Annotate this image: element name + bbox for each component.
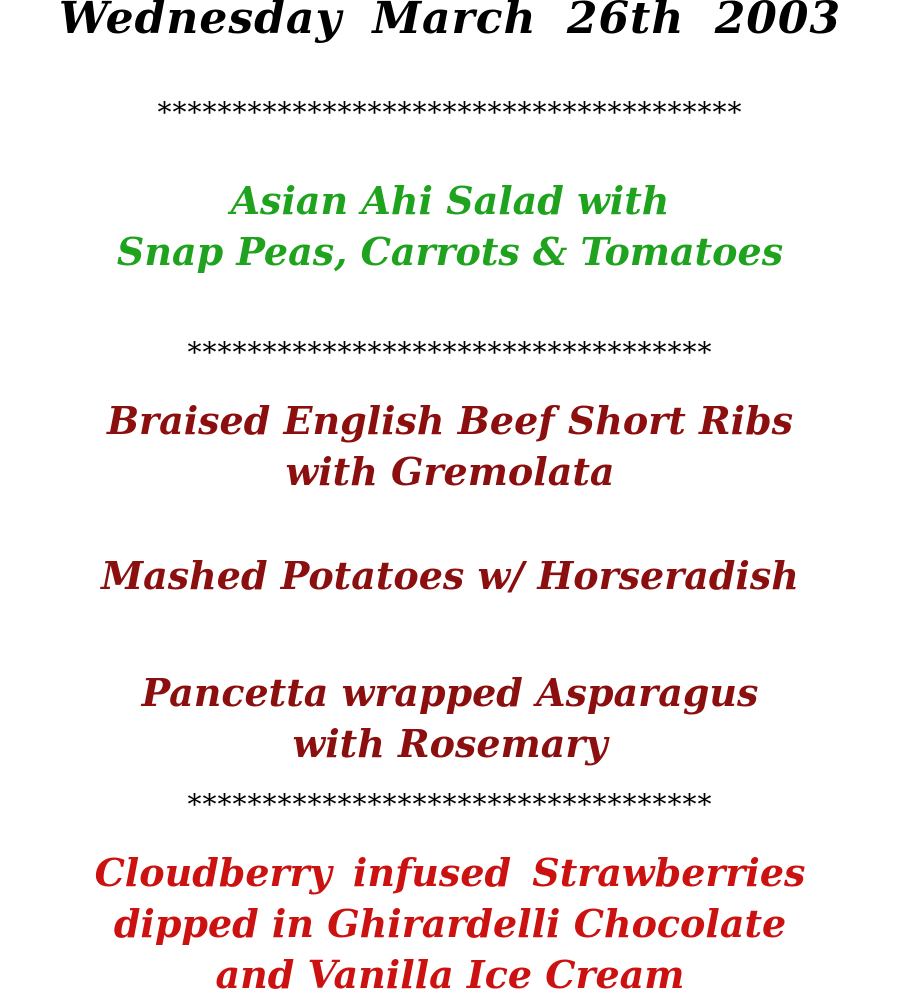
side-dish-line: with Rosemary xyxy=(292,721,608,766)
menu-date-title: Wednesday March 26th 2003 xyxy=(58,0,842,44)
appetizer-line: Snap Peas, Carrots & Tomatoes xyxy=(116,229,784,274)
separator-stars: *********************************** xyxy=(187,788,713,821)
separator-stars: *********************************** xyxy=(187,336,713,369)
dessert-line: dipped in Ghirardelli Chocolate xyxy=(113,901,787,946)
entree-line: Braised English Beef Short Ribs xyxy=(106,398,794,443)
side-dish-line: Pancetta wrapped Asparagus xyxy=(141,670,759,715)
entree-line: with Gremolata xyxy=(285,449,615,494)
separator-stars: *************************************** xyxy=(157,96,743,129)
dessert-line: and Vanilla Ice Cream xyxy=(215,952,685,997)
appetizer-line: Asian Ahi Salad with xyxy=(230,178,670,223)
side-dish-line: Mashed Potatoes w/ Horseradish xyxy=(101,553,799,598)
dessert-line: Cloudberry infused Strawberries xyxy=(94,850,806,895)
